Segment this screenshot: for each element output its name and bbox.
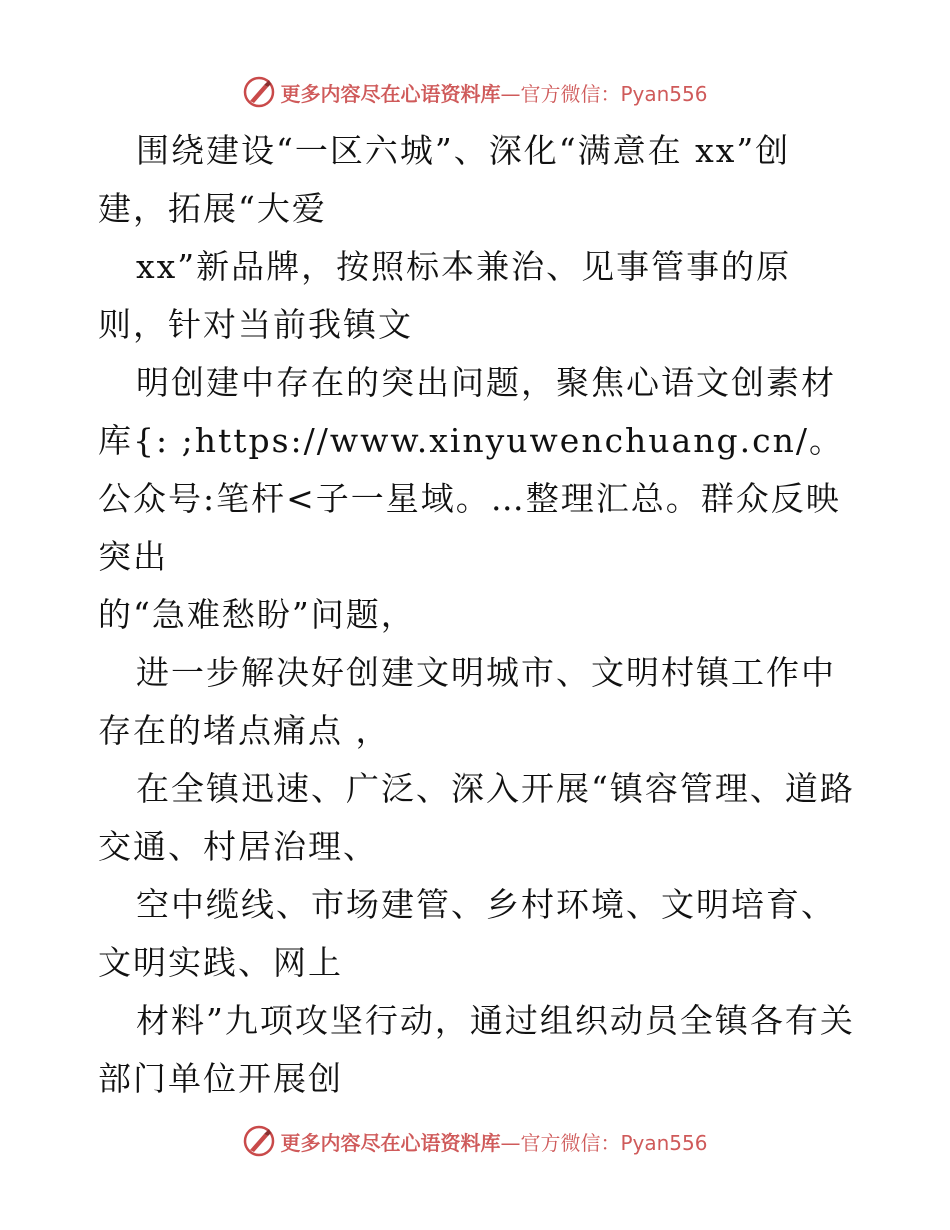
footer-banner xyxy=(0,1121,950,1161)
paragraph-4: 的“急难愁盼”问题， xyxy=(98,595,416,634)
header-separator: — xyxy=(500,81,521,106)
pen-logo-icon xyxy=(242,1124,276,1158)
paragraph-2: xx”新品牌，按照标本兼治、见事管事的原则，针对当前我镇文 xyxy=(98,247,792,344)
paragraph-1: 围绕建设“一区六城”、深化“满意在 xx”创建，拓展“大爱 xyxy=(98,131,791,228)
footer-site: 更多内容尽在心语资料库 xyxy=(280,1130,501,1155)
header-banner xyxy=(0,72,950,112)
paragraph-6: 在全镇迅速、广泛、深入开展“镇容管理、道路交通、村居治理、 xyxy=(98,769,855,866)
paragraph-3: 明创建中存在的突出问题，聚焦心语文创素材库{: ;https://www.xinyuwenchuang.cn/。公众号:笔杆<子一星域。…整理汇总。群众反映突出 xyxy=(98,363,844,576)
paragraph-5: 进一步解决好创建文明城市、文明村镇工作中存在的堵点痛点 ， xyxy=(98,653,836,750)
document-body xyxy=(98,122,858,1108)
footer-separator: — xyxy=(500,1130,521,1155)
footer-wechat: 官方微信：Pyan556 xyxy=(520,1130,708,1155)
footer-text xyxy=(280,1127,707,1156)
header-text xyxy=(280,78,707,107)
paragraph-8: 材料”九项攻坚行动，通过组织动员全镇各有关部门单位开展创 xyxy=(98,1001,855,1098)
paragraph-7: 空中缆线、市场建管、乡村环境、文明培育、文明实践、网上 xyxy=(98,885,836,982)
header-wechat: 官方微信：Pyan556 xyxy=(520,81,708,106)
header-site: 更多内容尽在心语资料库 xyxy=(280,81,501,106)
pen-logo-icon xyxy=(242,75,276,109)
